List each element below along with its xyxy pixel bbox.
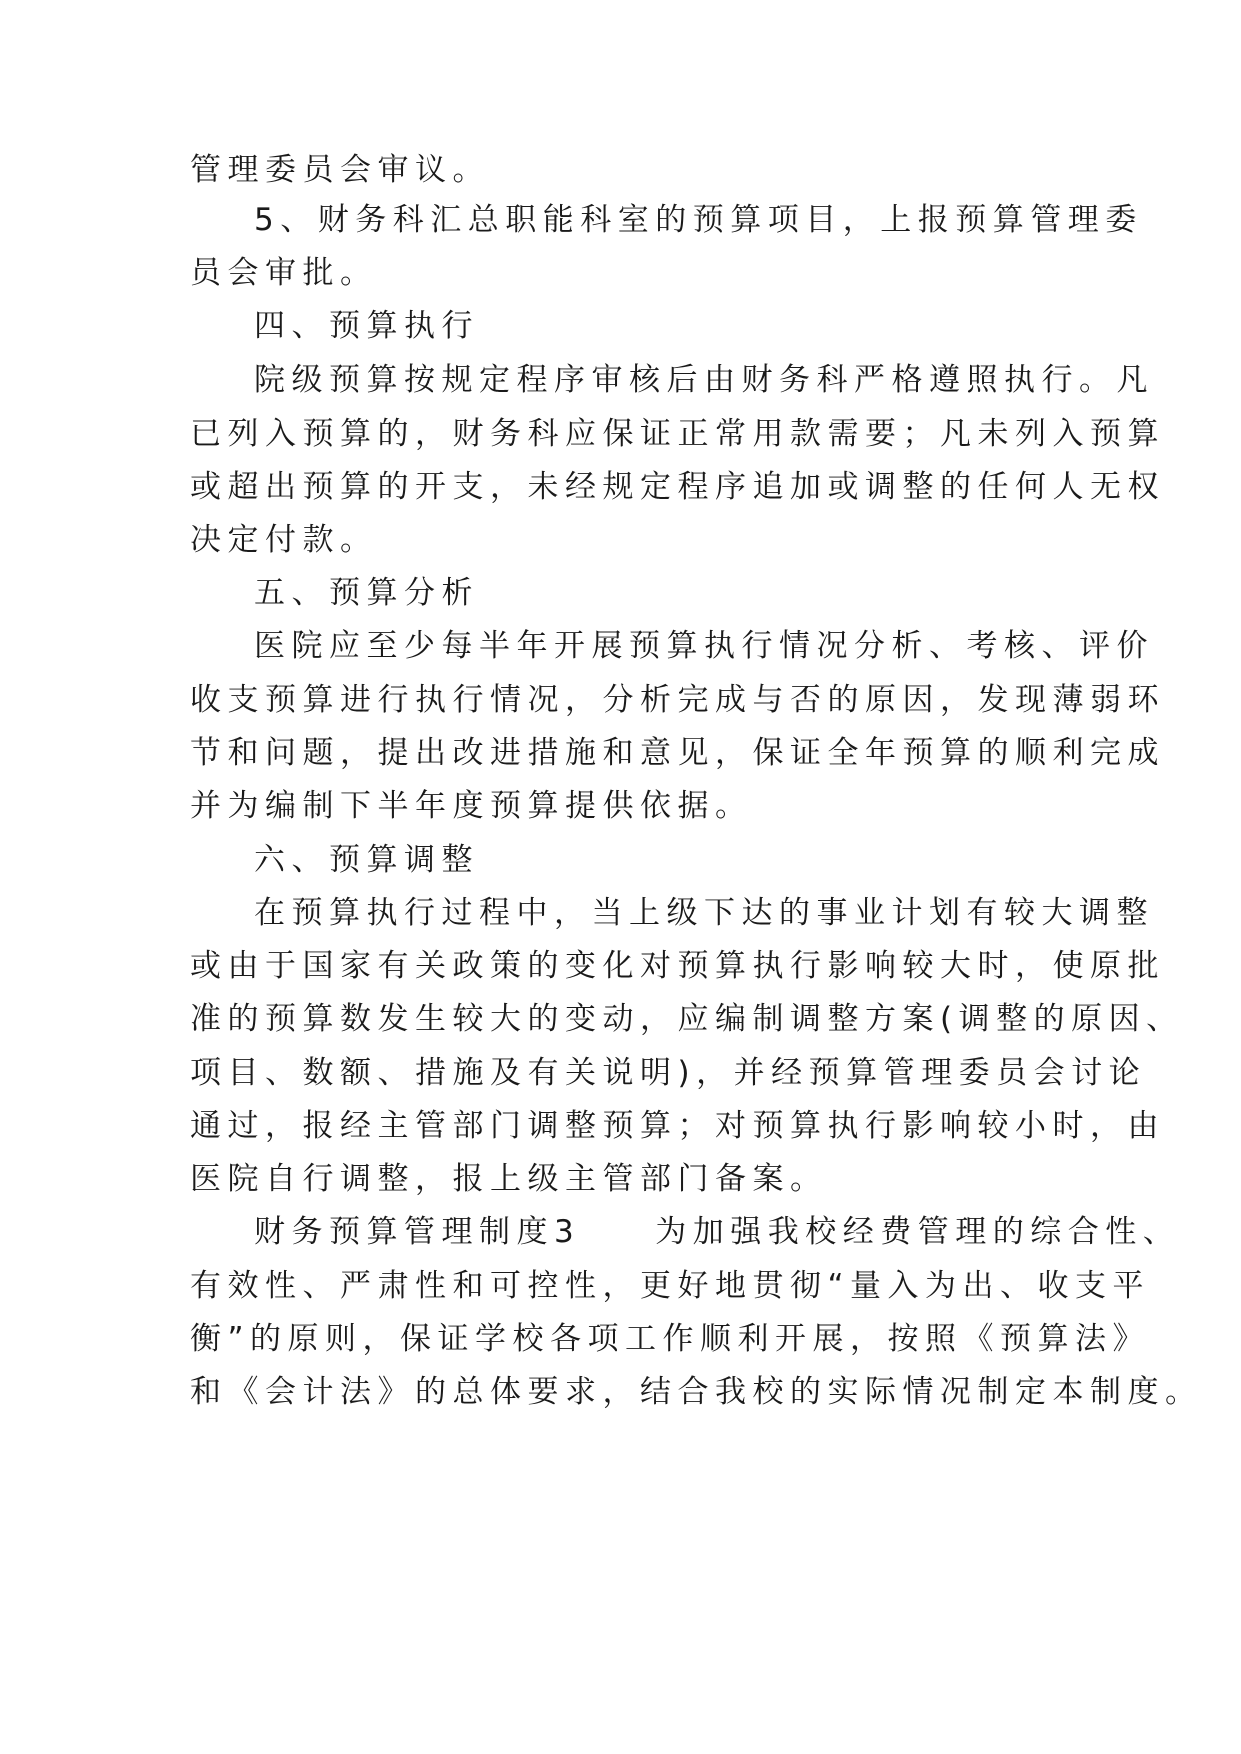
paragraph-line: 决定付款。: [190, 522, 378, 558]
paragraph-line: 或由于国家有关政策的变化对预算执行影响较大时，使原批: [190, 948, 1165, 984]
paragraph-line: 收支预算进行执行情况，分析完成与否的原因，发现薄弱环: [190, 682, 1165, 718]
section-heading: 四、预算执行: [254, 308, 479, 344]
paragraph-line: 项目、数额、措施及有关说明)，并经预算管理委员会讨论: [190, 1055, 1147, 1091]
paragraph-line: 并为编制下半年度预算提供依据。: [190, 788, 753, 824]
paragraph-line: 准的预算数发生较大的变动，应编制调整方案(调整的原因、: [190, 1001, 1184, 1037]
paragraph-line: 医院自行调整，报上级主管部门备案。: [190, 1161, 828, 1197]
paragraph-line: 医院应至少每半年开展预算执行情况分析、考核、评价: [254, 628, 1154, 664]
paragraph-line: 已列入预算的，财务科应保证正常用款需要；凡未列入预算: [190, 416, 1165, 452]
paragraph-line: 5、财务科汇总职能科室的预算项目，上报预算管理委: [254, 202, 1143, 238]
paragraph-line: 院级预算按规定程序审核后由财务科严格遵照执行。凡: [254, 362, 1154, 398]
paragraph-line: 节和问题，提出改进措施和意见，保证全年预算的顺利完成: [190, 735, 1165, 771]
paragraph-line: 财务预算管理制度3 为加强我校经费管理的综合性、: [254, 1214, 1181, 1250]
section-heading: 五、预算分析: [254, 575, 479, 611]
paragraph-line: 和《会计法》的总体要求，结合我校的实际情况制定本制度。: [190, 1374, 1203, 1410]
paragraph-line: 在预算执行过程中，当上级下达的事业计划有较大调整: [254, 895, 1154, 931]
paragraph-line: 有效性、严肃性和可控性，更好地贯彻“量入为出、收支平: [190, 1268, 1151, 1304]
paragraph-line: 衡”的原则，保证学校各项工作顺利开展，按照《预算法》: [190, 1321, 1151, 1357]
section-heading: 六、预算调整: [254, 842, 479, 878]
paragraph-line: 通过，报经主管部门调整预算；对预算执行影响较小时，由: [190, 1108, 1165, 1144]
paragraph-line: 管理委员会审议。: [190, 152, 490, 188]
paragraph-line: 员会审批。: [190, 255, 378, 291]
paragraph-line: 或超出预算的开支，未经规定程序追加或调整的任何人无权: [190, 469, 1165, 505]
